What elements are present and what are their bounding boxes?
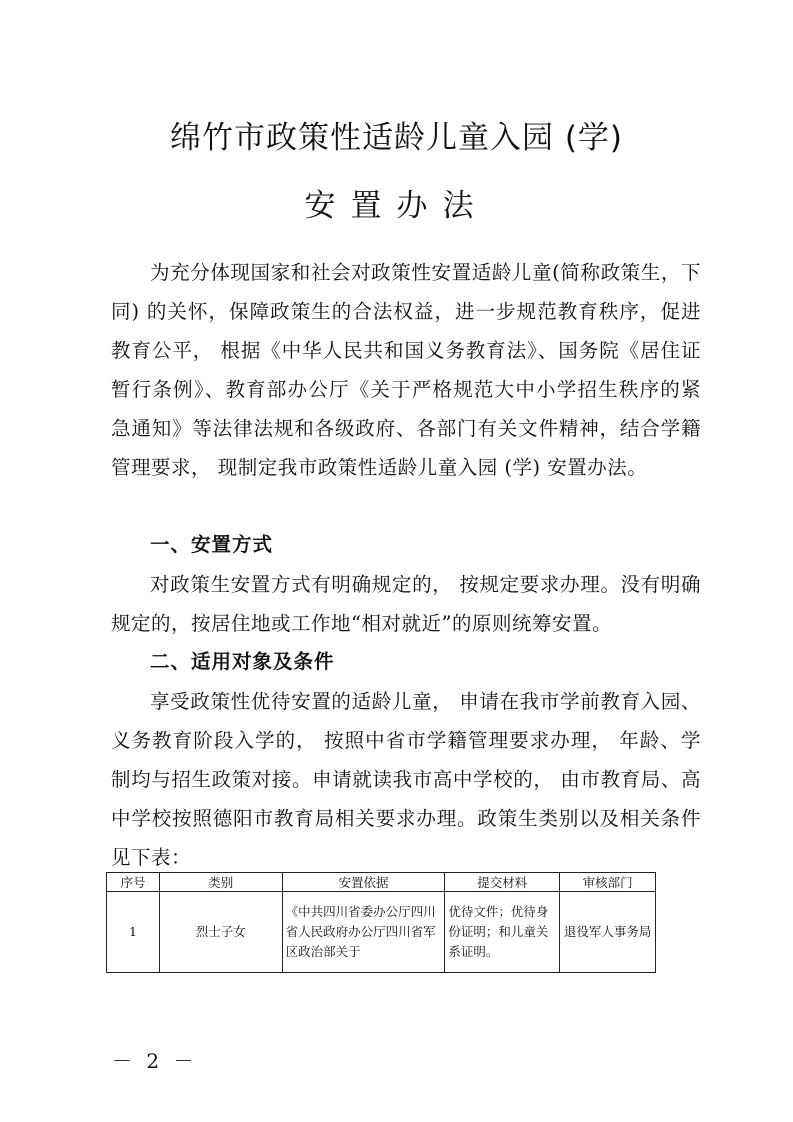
cell-no: 1 [107, 892, 160, 973]
section-1-heading: 一、安置方式 [150, 533, 274, 556]
header-dept: 审核部门 [560, 873, 656, 892]
table-header-row [107, 873, 656, 892]
section-2-body: 享受政策性优待安置的适龄儿童， 申请在我市学前教育入园、义务教育阶段入学的， 按照中省市学籍管理要求办理， 年龄、学制均与招生政策对接。申请就读我市高中学校的， 由市教育局、高中学校按照德阳市教育局相关要求办理。政策生类别以及相关条件见下表： [111, 690, 701, 869]
cell-basis: 《中共四川省委办公厅四川省人民政府办公厅四川省军区政治部关于 [282, 892, 445, 973]
section-1-body: 对政策生安置方式有明确规定的， 按规定要求办理。没有明确规定的，按居住地或工作地“相对就近”的原则统筹安置。 [111, 573, 701, 635]
header-category: 类别 [159, 873, 282, 892]
document-subtitle: 安置办法 [304, 188, 489, 224]
header-no: 序号 [107, 873, 160, 892]
document-title: 绵竹市政策性适龄儿童入园 (学) [169, 120, 624, 156]
intro-paragraph: 为充分体现国家和社会对政策性安置适龄儿童(简称政策生，下同) 的关怀，保障政策生的合法权益，进一步规范教育秩序，促进教育公平， 根据《中华人民共和国义务教育法》、国务院《居住证暂行条例》、教育部办公厅《关于严格规范大中小学招生秩序的紧急通知》等法律法规和各级政府、各部门有关文件精神，结合学籍管理要求， 现制定我市政策性适龄儿童入园 (学) 安置办法。 [111, 261, 701, 479]
header-materials: 提交材料 [445, 873, 560, 892]
policy-category-table [106, 872, 656, 973]
page-number: － 2 － [112, 1049, 198, 1073]
table-row [107, 892, 656, 973]
header-basis: 安置依据 [282, 873, 445, 892]
cell-materials: 优待文件；优待身份证明；和儿童关系证明。 [445, 892, 560, 973]
cell-dept: 退役军人事务局 [560, 892, 656, 973]
cell-category: 烈士子女 [159, 892, 282, 973]
section-2-heading: 二、适用对象及条件 [150, 650, 335, 673]
